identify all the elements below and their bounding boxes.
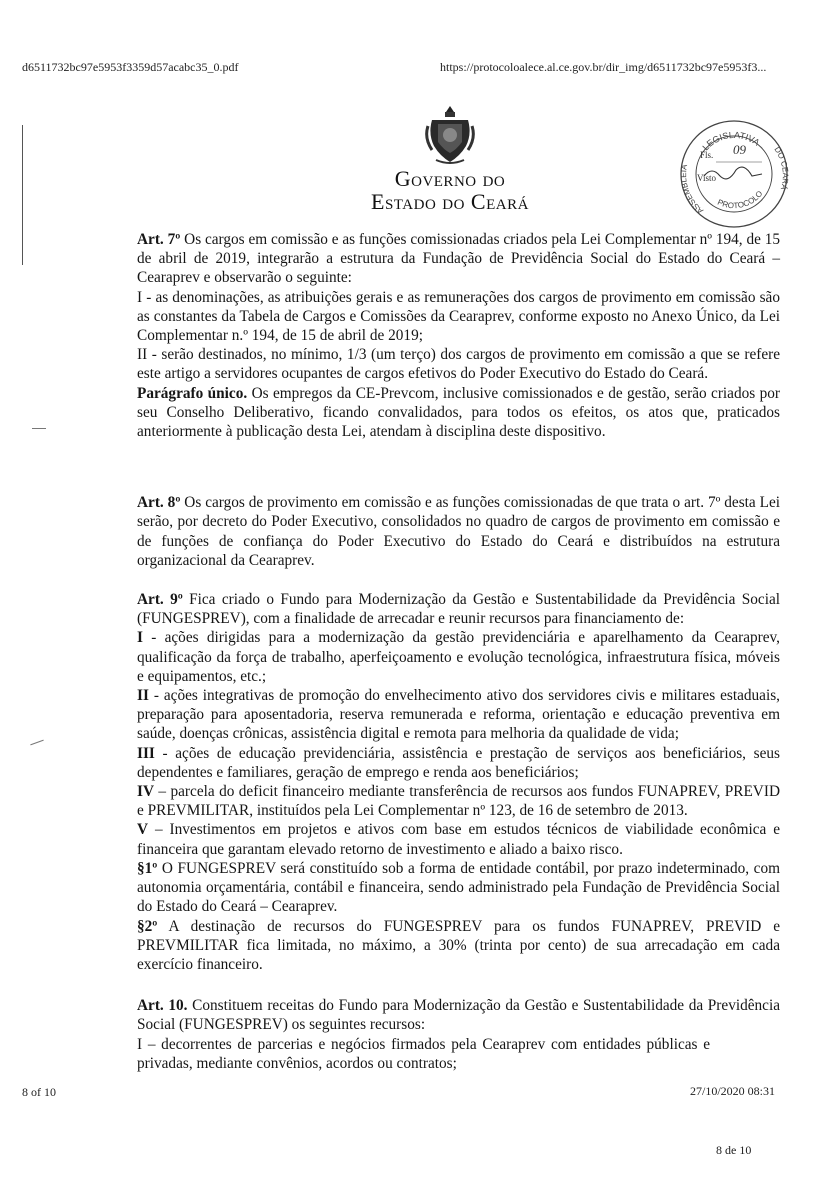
art9-item-4: IV – parcela do deficit financeiro mediante transferência de recursos aos fundos FUNAPREV, PREVID e PREVMILITAR, instituídos pela Lei Complementar nº 123, de 16 de setembro de 2013. <box>137 783 780 820</box>
svg-text:ASSEMBLEIA: ASSEMBLEIA <box>679 163 706 216</box>
svg-text:PROTOCOLO: PROTOCOLO <box>716 189 765 211</box>
art7-item-1: I - as denominações, as atribuições gerais e as remunerações dos cargos de provimento em comissão são as constantes da Tabela de Cargos e Comissões da Cearaprev, conforme exposto no Anexo Único, da Lei Complementar n.º 194, de 15 de abril de 2019; <box>137 288 780 345</box>
svg-text:DO CEARÁ: DO CEARÁ <box>772 145 790 191</box>
art9-paragraph-1: §1º O FUNGESPREV será constituído sob a forma de entidade contábil, por prazo indeterminado, com autonomia orçamentária, contábil e financeira, sendo administrado pela Fundação de Previdência Social do Estado do Ceará – Cearaprev. <box>137 859 780 916</box>
document-body <box>137 230 780 1073</box>
svg-text:LEGISLATIVA: LEGISLATIVA <box>700 129 762 153</box>
page-footer-number: 8 de 10 <box>716 1143 752 1157</box>
print-page-counter: 8 of 10 <box>22 1085 56 1099</box>
art10-item-1: I – decorrentes de parcerias e negócios firmados pela Cearaprev com entidades públicas e privadas, mediante convênios, acordos ou contratos; <box>137 1035 710 1072</box>
pdf-filename: d6511732bc97e5953f3359d57acabc35_0.pdf <box>22 60 239 74</box>
art7-intro: Art. 7º Os cargos em comissão e as funções comissionadas criados pela Lei Complementar nº 194, de 15 de abril de 2019, integrarão a estrutura da Fundação de Previdência Social do Estado do Ceará – Cearaprev e observarão o seguinte: <box>137 231 781 287</box>
art9-item-5: V – Investimentos em projetos e ativos com base em estudos técnicos de viabilidade econômica e financeira que garantam elevado retorno de investimento e aliado a baixo risco. <box>137 821 780 858</box>
source-url: https://protocoloalece.al.ce.gov.br/dir_img/d6511732bc97e5953f3... <box>440 60 767 74</box>
art9-intro: Art. 9º Fica criado o Fundo para Modernização da Gestão e Sustentabilidade da Previdência Social (FUNGESPREV), com a finalidade de arrecadar e reunir recursos para financiamento de: <box>137 591 780 628</box>
protocol-stamp <box>678 118 790 230</box>
stamp-page-number: 09 <box>733 142 746 157</box>
art9-item-2: II - ações integrativas de promoção do envelhecimento ativo dos servidores civis e militares estaduais, preparação para aposentadoria, reserva remunerada e reforma, orientação e educação preventiva em saúde, doenças crônicas, assistência digital e remota para melhoria da qualidade de vida; <box>137 687 780 743</box>
stamp-visto-label: Visto <box>697 173 716 183</box>
stamp-fls-label: Fls. <box>700 150 714 160</box>
state-crest-icon <box>424 104 476 166</box>
art9-item-3: III - ações de educação previdenciária, assistência e prestação de serviços aos beneficiários, seus dependentes e familiares, geração de emprego e renda aos beneficiários; <box>137 744 780 781</box>
art7-paragrafo-unico: Parágrafo único. Os empregos da CE-Prevcom, inclusive comissionados e de gestão, serão criados por seu Conselho Deliberativo, ficando convalidados, para todos os efeitos, os atos que, praticados anteriormente à publicação desta Lei, atendam à disciplina deste dispositivo. <box>137 384 780 441</box>
art8: Art. 8º Os cargos de provimento em comissão e as funções comissionadas de que trata o art. 7º desta Lei serão, por decreto do Poder Executivo, consolidados no quadro de cargos de provimento em comissão e de funções de confiança do Poder Executivo do Estado do Ceará e distribuídos na estrutura organizacional da Cearaprev. <box>137 494 780 569</box>
art9-item-1: I - ações dirigidas para a modernização da gestão previdenciária e aparelhamento da Cearaprev, qualificação da força de trabalho, aperfeiçoamento e evolução tecnológica, infraestrutura física, móveis e equipamentos, etc.; <box>137 629 780 685</box>
art7-item-2: II - serão destinados, no mínimo, 1/3 (um terço) dos cargos de provimento em comissão a que se refere este artigo a servidores ocupantes de cargos efetivos do Poder Executivo do Estado do Ceará. <box>137 346 780 383</box>
letterhead-title: Governo do Estado do Ceará <box>371 166 529 214</box>
margin-mark <box>30 740 43 746</box>
protocol-timestamp: 27/10/2020 08:31 <box>690 1084 776 1098</box>
art9-paragraph-2: §2º A destinação de recursos do FUNGESPREV para os fundos FUNAPREV, PREVID e PREVMILITAR fica limitada, no máximo, a 30% (trinta por cento) de sua arrecadação em cada exercício financeiro. <box>137 917 780 973</box>
margin-mark <box>32 428 46 429</box>
margin-line <box>22 125 23 265</box>
art10-intro: Art. 10. Constituem receitas do Fundo para Modernização da Gestão e Sustentabilidade da Previdência Social (FUNGESPREV) os seguintes recursos: <box>137 997 781 1034</box>
